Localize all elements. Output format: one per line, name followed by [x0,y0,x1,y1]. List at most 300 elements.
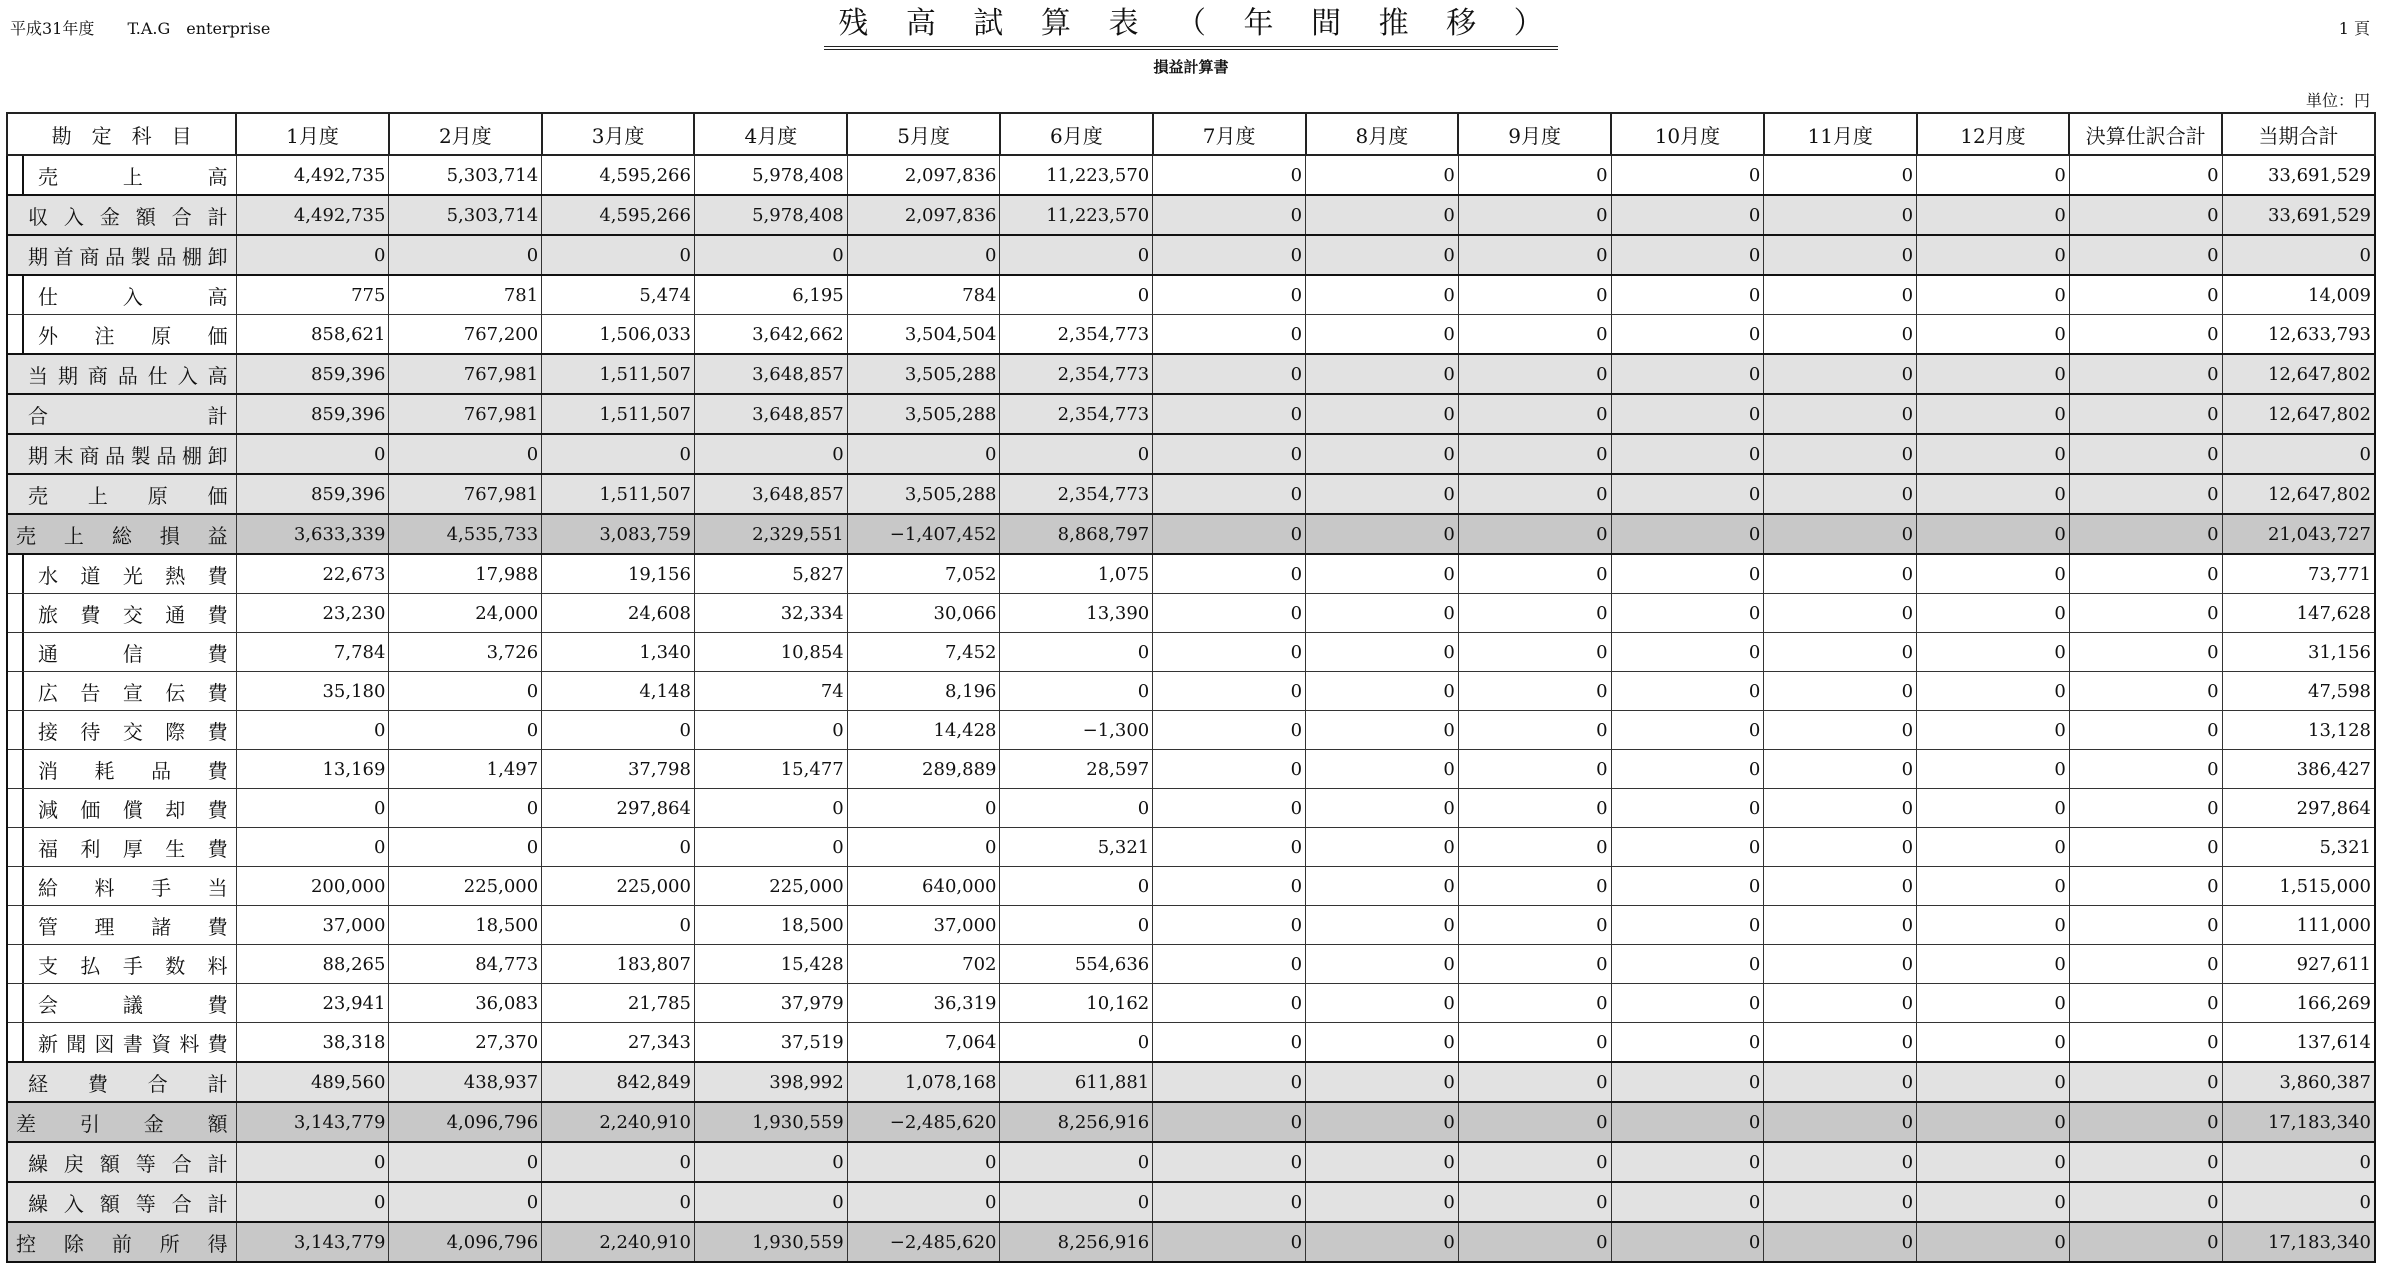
amount-cell: 36,319 [847,984,1000,1023]
amount-cell: 0 [1764,434,1917,474]
amount-cell: 0 [1917,945,2070,984]
amount-cell: 3,860,387 [2222,1062,2375,1102]
amount-cell: 0 [1917,789,2070,828]
amount-cell: 0 [1153,1142,1306,1182]
amount-cell: 0 [1306,750,1459,789]
amount-cell: 0 [389,672,542,711]
amount-cell: 0 [1611,155,1764,195]
amount-cell: 137,614 [2222,1023,2375,1063]
amount-cell: 0 [1153,711,1306,750]
amount-cell: 37,979 [694,984,847,1023]
amount-cell: 0 [2069,275,2222,315]
amount-cell: 0 [1458,789,1611,828]
amount-cell: 3,504,504 [847,315,1000,355]
amount-cell: 767,981 [389,354,542,394]
amount-cell: 84,773 [389,945,542,984]
amount-cell: 22,673 [236,554,389,594]
amount-cell: 0 [1000,434,1153,474]
amount-cell: 0 [1000,906,1153,945]
account-name: 旅費交通費 [7,594,236,633]
amount-cell: 0 [1611,672,1764,711]
amount-cell: 0 [542,906,695,945]
amount-cell: 21,785 [542,984,695,1023]
table-row [7,828,2375,867]
amount-cell: 0 [236,1182,389,1222]
amount-cell: 0 [1458,394,1611,434]
amount-cell: 33,691,529 [2222,195,2375,235]
amount-cell: 0 [1764,945,1917,984]
amount-cell: 0 [1611,906,1764,945]
amount-cell: 0 [236,711,389,750]
table-row [7,672,2375,711]
amount-cell: 0 [1458,1222,1611,1262]
amount-cell: 0 [1917,1102,2070,1142]
column-header: 12月度 [1917,113,2070,155]
amount-cell: 24,000 [389,594,542,633]
amount-cell: 0 [1000,275,1153,315]
amount-cell: 0 [542,235,695,275]
amount-cell: 0 [694,828,847,867]
amount-cell: 0 [1000,789,1153,828]
amount-cell: 19,156 [542,554,695,594]
amount-cell: 0 [1611,474,1764,514]
amount-cell: 0 [1306,1142,1459,1182]
amount-cell: 0 [2069,594,2222,633]
amount-cell: 1,511,507 [542,474,695,514]
amount-cell: 0 [1764,354,1917,394]
report-title-text: 残 高 試 算 表 （ 年 間 推 移 ） [824,4,1557,50]
amount-cell: 0 [1611,633,1764,672]
amount-cell: 13,128 [2222,711,2375,750]
amount-cell: 37,519 [694,1023,847,1063]
amount-cell: 3,505,288 [847,354,1000,394]
amount-cell: 1,511,507 [542,354,695,394]
table-row [7,711,2375,750]
amount-cell: 0 [1000,1023,1153,1063]
amount-cell: 0 [1000,1142,1153,1182]
amount-cell: 0 [1306,235,1459,275]
amount-cell: 0 [1458,315,1611,355]
amount-cell: 0 [2069,474,2222,514]
amount-cell: 0 [1611,750,1764,789]
amount-cell: 31,156 [2222,633,2375,672]
amount-cell: 0 [2222,1142,2375,1182]
table-row [7,235,2375,275]
table-row [7,155,2375,195]
amount-cell: 0 [1764,672,1917,711]
amount-cell: 0 [1306,195,1459,235]
amount-cell: 0 [1764,828,1917,867]
amount-cell: 5,978,408 [694,155,847,195]
amount-cell: 32,334 [694,594,847,633]
amount-cell: 0 [1306,633,1459,672]
amount-cell: 0 [1306,155,1459,195]
amount-cell: 0 [1306,1222,1459,1262]
account-name: 控除前所得 [7,1222,236,1262]
amount-cell: 859,396 [236,354,389,394]
amount-cell: 0 [1000,672,1153,711]
account-name: 期末商品製品棚卸 [7,434,236,474]
amount-cell: 17,183,340 [2222,1102,2375,1142]
amount-cell: 28,597 [1000,750,1153,789]
amount-cell: 1,515,000 [2222,867,2375,906]
amount-cell: 0 [1153,594,1306,633]
fiscal-year: 平成31年度 [10,19,95,38]
amount-cell: 0 [1306,434,1459,474]
amount-cell: 3,648,857 [694,394,847,434]
amount-cell: 5,321 [1000,828,1153,867]
table-row [7,514,2375,554]
amount-cell: 0 [1458,474,1611,514]
amount-cell: 781 [389,275,542,315]
amount-cell: 0 [1306,945,1459,984]
amount-cell: 0 [1458,906,1611,945]
amount-cell: 0 [1153,474,1306,514]
amount-cell: −1,300 [1000,711,1153,750]
amount-cell: 0 [1917,906,2070,945]
amount-cell: 2,354,773 [1000,354,1153,394]
amount-cell: 38,318 [236,1023,389,1063]
amount-cell: 0 [1611,828,1764,867]
amount-cell: 3,143,779 [236,1222,389,1262]
amount-cell: 0 [2069,235,2222,275]
amount-cell: 4,148 [542,672,695,711]
amount-cell: 0 [1764,867,1917,906]
amount-cell: 0 [1153,672,1306,711]
amount-cell: 0 [847,235,1000,275]
amount-cell: 0 [1306,828,1459,867]
amount-cell: 12,633,793 [2222,315,2375,355]
amount-cell: 0 [1764,1222,1917,1262]
amount-cell: 5,474 [542,275,695,315]
amount-cell: 2,097,836 [847,155,1000,195]
amount-cell: 0 [1917,984,2070,1023]
amount-cell: 7,784 [236,633,389,672]
amount-cell: 23,941 [236,984,389,1023]
amount-cell: 0 [847,1182,1000,1222]
amount-cell: 1,506,033 [542,315,695,355]
amount-cell: 0 [1153,828,1306,867]
amount-cell: 0 [1764,315,1917,355]
amount-cell: 0 [1611,354,1764,394]
amount-cell: 35,180 [236,672,389,711]
amount-cell: 0 [694,434,847,474]
amount-cell: 0 [1153,554,1306,594]
amount-cell: 74 [694,672,847,711]
amount-cell: 0 [1611,867,1764,906]
amount-cell: 784 [847,275,1000,315]
column-header: 勘 定 科 目 [7,113,236,155]
account-name: 売上総損益 [7,514,236,554]
amount-cell: 2,354,773 [1000,474,1153,514]
amount-cell: 0 [389,828,542,867]
amount-cell: 3,083,759 [542,514,695,554]
amount-cell: 0 [1611,195,1764,235]
amount-cell: 5,303,714 [389,195,542,235]
account-name: 水道光熱費 [7,554,236,594]
amount-cell: 0 [1458,554,1611,594]
amount-cell: 0 [1153,235,1306,275]
amount-cell: 0 [1917,474,2070,514]
amount-cell: 398,992 [694,1062,847,1102]
amount-cell: 0 [389,711,542,750]
amount-cell: 0 [1917,750,2070,789]
amount-cell: −2,485,620 [847,1222,1000,1262]
amount-cell: 0 [1458,1023,1611,1063]
amount-cell: 0 [1000,1182,1153,1222]
table-row [7,984,2375,1023]
amount-cell: 0 [1153,906,1306,945]
amount-cell: 0 [1611,1062,1764,1102]
amount-cell: 33,691,529 [2222,155,2375,195]
account-name: 繰戻額等合計 [7,1142,236,1182]
amount-cell: 0 [1917,828,2070,867]
amount-cell: 0 [1306,554,1459,594]
amount-cell: 7,452 [847,633,1000,672]
amount-cell: 0 [1917,434,2070,474]
amount-cell: 0 [1917,514,2070,554]
amount-cell: 0 [1153,984,1306,1023]
amount-cell: 0 [1611,1222,1764,1262]
amount-cell: 289,889 [847,750,1000,789]
amount-cell: 489,560 [236,1062,389,1102]
account-name: 会議費 [7,984,236,1023]
amount-cell: 21,043,727 [2222,514,2375,554]
column-header: 2月度 [389,113,542,155]
amount-cell: 0 [2069,554,2222,594]
column-header: 3月度 [542,113,695,155]
amount-cell: 8,196 [847,672,1000,711]
amount-cell: 0 [1458,750,1611,789]
amount-cell: 0 [1153,275,1306,315]
amount-cell: 0 [1153,155,1306,195]
amount-cell: 0 [2069,789,2222,828]
amount-cell: 166,269 [2222,984,2375,1023]
amount-cell: 18,500 [389,906,542,945]
amount-cell: 8,256,916 [1000,1102,1153,1142]
amount-cell: 0 [2069,1222,2222,1262]
unit-label: 単位：円 [2305,91,2370,110]
amount-cell: 0 [1000,633,1153,672]
amount-cell: 27,370 [389,1023,542,1063]
amount-cell: 0 [694,1182,847,1222]
amount-cell: 0 [1764,1142,1917,1182]
amount-cell: 11,223,570 [1000,155,1153,195]
amount-cell: 438,937 [389,1062,542,1102]
amount-cell: 0 [2222,1182,2375,1222]
amount-cell: 0 [1153,945,1306,984]
company-name: T.A.G enterprise [127,19,271,38]
amount-cell: 0 [1153,750,1306,789]
table-row [7,867,2375,906]
amount-cell: 0 [1458,828,1611,867]
amount-cell: 10,162 [1000,984,1153,1023]
amount-cell: 200,000 [236,867,389,906]
column-header: 4月度 [694,113,847,155]
amount-cell: 0 [1611,394,1764,434]
table-row [7,906,2375,945]
amount-cell: 0 [2069,633,2222,672]
amount-cell: 2,354,773 [1000,315,1153,355]
amount-cell: 1,497 [389,750,542,789]
amount-cell: 0 [1764,711,1917,750]
amount-cell: 0 [1306,1062,1459,1102]
amount-cell: 0 [1306,984,1459,1023]
amount-cell: 0 [2069,1102,2222,1142]
amount-cell: 0 [1917,594,2070,633]
account-name: 接待交際費 [7,711,236,750]
amount-cell: −2,485,620 [847,1102,1000,1142]
amount-cell: 3,642,662 [694,315,847,355]
amount-cell: 0 [2222,235,2375,275]
amount-cell: 0 [1917,1062,2070,1102]
amount-cell: 0 [1458,594,1611,633]
amount-cell: 0 [1458,711,1611,750]
amount-cell: 30,066 [847,594,1000,633]
amount-cell: 3,633,339 [236,514,389,554]
amount-cell: 73,771 [2222,554,2375,594]
amount-cell: 4,096,796 [389,1102,542,1142]
amount-cell: 0 [1000,235,1153,275]
amount-cell: 0 [1764,789,1917,828]
amount-cell: 5,827 [694,554,847,594]
amount-cell: 0 [1458,1182,1611,1222]
amount-cell: 0 [2069,867,2222,906]
amount-cell: 111,000 [2222,906,2375,945]
table-row [7,354,2375,394]
amount-cell: 0 [2069,1142,2222,1182]
amount-cell: 0 [2069,434,2222,474]
amount-cell: 702 [847,945,1000,984]
amount-cell: 0 [1611,945,1764,984]
account-name: 福利厚生費 [7,828,236,867]
amount-cell: 0 [1458,434,1611,474]
table-row [7,474,2375,514]
amount-cell: 0 [1611,235,1764,275]
amount-cell: 225,000 [694,867,847,906]
amount-cell: 0 [1458,155,1611,195]
amount-cell: 0 [1764,633,1917,672]
amount-cell: 0 [2069,672,2222,711]
amount-cell: 0 [1458,275,1611,315]
amount-cell: 2,097,836 [847,195,1000,235]
amount-cell: 36,083 [389,984,542,1023]
account-name: 支払手数料 [7,945,236,984]
amount-cell: 0 [1306,789,1459,828]
amount-cell: 24,608 [542,594,695,633]
amount-cell: 13,390 [1000,594,1153,633]
amount-cell: 0 [2069,906,2222,945]
amount-cell: 0 [1153,789,1306,828]
amount-cell: 0 [2069,1023,2222,1063]
amount-cell: 0 [1764,394,1917,434]
account-name: 期首商品製品棚卸 [7,235,236,275]
amount-cell: 0 [1306,1182,1459,1222]
table-row [7,195,2375,235]
table-row [7,594,2375,633]
amount-cell: 4,492,735 [236,155,389,195]
amount-cell: 1,511,507 [542,394,695,434]
amount-cell: 554,636 [1000,945,1153,984]
amount-cell: 0 [2069,514,2222,554]
amount-cell: 859,396 [236,394,389,434]
amount-cell: 0 [1611,554,1764,594]
account-name: 売上高 [7,155,236,195]
amount-cell: 858,621 [236,315,389,355]
account-name: 合計 [7,394,236,434]
amount-cell: 2,329,551 [694,514,847,554]
amount-cell: 0 [1764,195,1917,235]
amount-cell: 0 [1764,1182,1917,1222]
amount-cell: 0 [1306,1023,1459,1063]
amount-cell: 13,169 [236,750,389,789]
amount-cell: 0 [2069,195,2222,235]
amount-cell: 0 [542,434,695,474]
amount-cell: 3,505,288 [847,474,1000,514]
amount-cell: 0 [1458,1102,1611,1142]
amount-cell: 4,096,796 [389,1222,542,1262]
account-name: 繰入額等合計 [7,1182,236,1222]
amount-cell: 0 [2069,1062,2222,1102]
amount-cell: 23,230 [236,594,389,633]
trial-balance-table [6,112,2376,1263]
amount-cell: 0 [694,789,847,828]
amount-cell: 5,321 [2222,828,2375,867]
amount-cell: 0 [1458,672,1611,711]
amount-cell: 4,595,266 [542,155,695,195]
table-row [7,394,2375,434]
amount-cell: 0 [2069,1182,2222,1222]
amount-cell: 0 [2069,315,2222,355]
amount-cell: 0 [1764,554,1917,594]
column-header: 9月度 [1458,113,1611,155]
amount-cell: 0 [1917,1182,2070,1222]
amount-cell: 0 [1917,394,2070,434]
amount-cell: 0 [1764,155,1917,195]
account-name: 収入金額合計 [7,195,236,235]
amount-cell: 6,195 [694,275,847,315]
amount-cell: 147,628 [2222,594,2375,633]
account-name: 外注原価 [7,315,236,355]
amount-cell: 0 [389,235,542,275]
account-name: 通信費 [7,633,236,672]
amount-cell: 0 [1917,711,2070,750]
amount-cell: 0 [1306,315,1459,355]
amount-cell: 0 [1917,195,2070,235]
amount-cell: 8,868,797 [1000,514,1153,554]
amount-cell: 0 [236,828,389,867]
amount-cell: 27,343 [542,1023,695,1063]
amount-cell: 1,930,559 [694,1102,847,1142]
amount-cell: 0 [1611,1182,1764,1222]
column-header: 決算仕訳合計 [2069,113,2222,155]
amount-cell: 0 [2069,155,2222,195]
amount-cell: 0 [1153,394,1306,434]
account-name: 経費合計 [7,1062,236,1102]
amount-cell: 767,200 [389,315,542,355]
amount-cell: 0 [1611,514,1764,554]
amount-cell: 386,427 [2222,750,2375,789]
amount-cell: 0 [847,434,1000,474]
amount-cell: 0 [1153,195,1306,235]
amount-cell: 0 [1611,1102,1764,1142]
amount-cell: 640,000 [847,867,1000,906]
amount-cell: 0 [1611,315,1764,355]
table-row [7,315,2375,355]
table-row [7,750,2375,789]
amount-cell: 0 [1306,867,1459,906]
amount-cell: 183,807 [542,945,695,984]
